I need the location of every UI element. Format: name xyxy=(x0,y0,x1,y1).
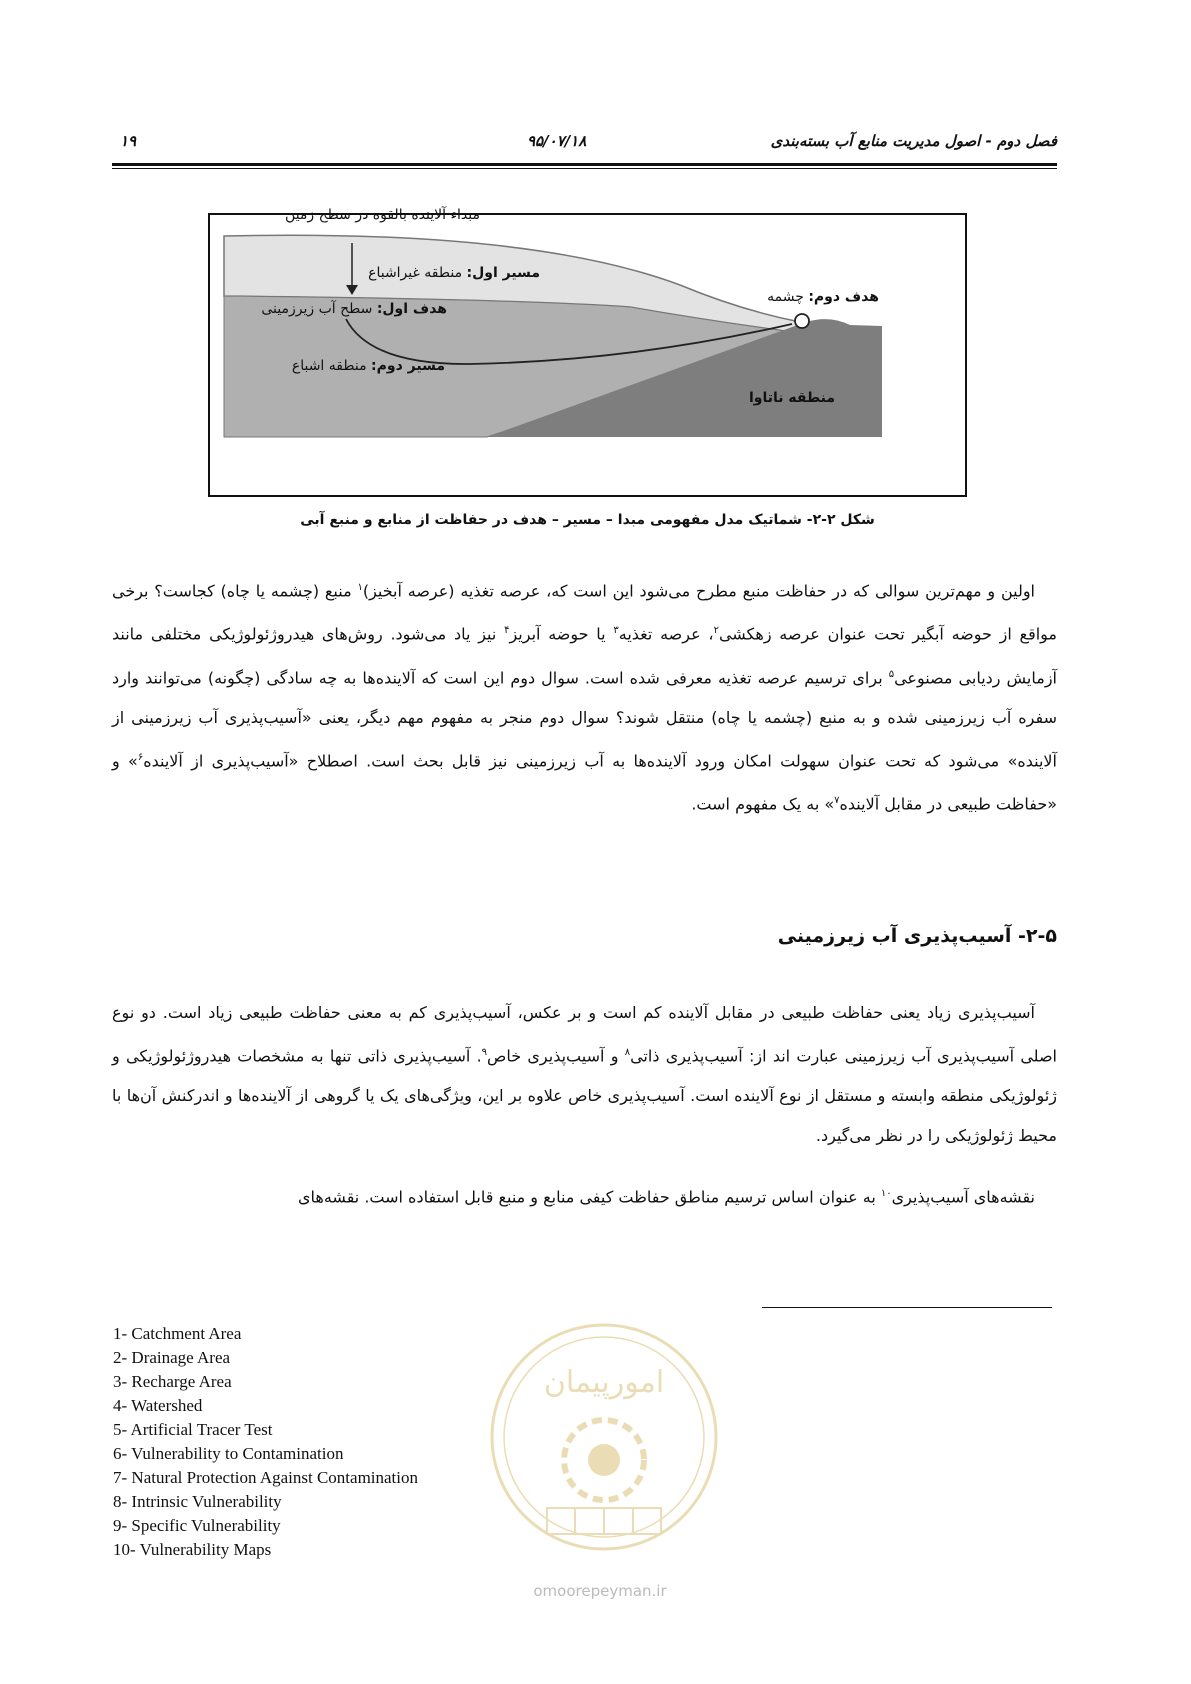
target2-label: هدف دوم: چشمه xyxy=(767,289,879,305)
paragraph-1: اولین و مهم‌ترین سوالی که در حفاظت منبع مطرح می‌شود این است که، عرصه تغذیه (عرصه آبخیز)$^۱$ منبع (چشمه یا چاه) کجاست؟ برخی مواقع از حوضه آبگیر تحت عنوان عرصه زهکشی$^۲$، عرصه تغذیه$^۳$ یا حوضه آبریز$^۴$ نیز یاد می‌شود. روش‌های هیدروژئولوژیکی مختلفی مانند آزمایش ردیابی مصنوعی$^۵$ برای ترسیم عرصه تغذیه معرفی شده است. سوال دوم این است که آلاینده‌ها به چه سادگی (چگونه) می‌توانند وارد سفره آب زیرزمینی شده و به منبع (چشمه یا چاه) منتقل شوند؟ سوال دوم منجر به مفهوم مهم دیگر، یعنی «آسیب‌پذیری آب زیرزمینی از آلاینده» می‌شود که تحت عنوان سهولت امکان ورود آلاینده‌ها به آب زیرزمینی نیز قابل بحث است. اصطلاح «آسیب‌پذیری از آلاینده$^۶$» و «حفاظت طبیعی در مقابل آلاینده$^۷$» به یک مفهوم است. xyxy=(112,581,1058,814)
footnote-item: 1- Catchment Area xyxy=(113,1324,242,1343)
header-date: ۹۵/۰۷/۱۸ xyxy=(527,132,587,150)
footnote-item: 7- Natural Protection Against Contamination xyxy=(113,1468,419,1487)
footnote-item: 4- Watershed xyxy=(113,1396,203,1415)
page-header xyxy=(112,132,1057,158)
header-rule-thin xyxy=(112,168,1057,169)
target1-label: هدف اول: سطح آب زیرزمینی xyxy=(261,301,447,317)
footnote-item: 10- Vulnerability Maps xyxy=(113,1540,272,1559)
footnote-item: 8- Intrinsic Vulnerability xyxy=(113,1492,282,1511)
section-heading: ۲-۵- آسیب‌پذیری آب زیرزمینی xyxy=(777,925,1057,947)
path1-label: مسیر اول: منطقه غیراشباع xyxy=(368,265,540,281)
chapter-title: فصل دوم - اصول مدیریت منابع آب بسته‌بندی xyxy=(770,132,1057,150)
watermark-site: omoorepeyman.ir xyxy=(533,1582,667,1600)
seal-gear-hub xyxy=(588,1444,620,1476)
watermark-seal-icon xyxy=(487,1320,722,1555)
spring-circle xyxy=(795,314,809,328)
diagram-drawing xyxy=(210,215,965,495)
page-number: ۱۹ xyxy=(120,132,137,150)
source-label: مبداء آلاینده بالقوه در سطح زمین xyxy=(285,207,480,223)
seal-logo-text: امورپیمان xyxy=(543,1365,665,1400)
footnote-item: 6- Vulnerability to Contamination xyxy=(113,1444,344,1463)
figure-caption: شکل ۲-۲- شماتیک مدل مفهومی مبدا – مسیر – هدف در حفاظت از منابع و منبع آبی xyxy=(300,512,875,528)
footnote-item: 2- Drainage Area xyxy=(113,1348,231,1367)
footnote-separator xyxy=(762,1307,1052,1308)
seal-drawing xyxy=(487,1320,722,1555)
footnote-item: 5- Artificial Tracer Test xyxy=(113,1420,273,1439)
header-rule-thick xyxy=(112,163,1057,166)
paragraph-2: آسیب‌پذیری زیاد یعنی حفاظت طبیعی در مقابل آلاینده کم است و بر عکس، آسیب‌پذیری کم به معنی حفاظت طبیعی زیاد است. دو نوع اصلی آسیب‌پذیری آب زیرزمینی عبارت اند از: آسیب‌پذیری ذاتی$^۸$ و آسیب‌پذیری خاص$^۹$. آسیب‌پذیری ذاتی تنها به مشخصات هیدروژئولوژیکی و ژئولوژیکی منطقه وابسته و مستقل از نوع آلاینده است. آسیب‌پذیری خاص علاوه بر این، ویژگی‌های یک یا گروهی از آلاینده‌ها و اندرکنش آن‌ها با محیط ژئولوژیکی را در نظر می‌گیرد. xyxy=(112,1003,1057,1146)
paragraph-3: نقشه‌های آسیب‌پذیری$^{۱۰}$ به عنوان اساس ترسیم مناطق حفاظت کیفی منابع و منبع قابل استفاده است. نقشه‌های xyxy=(298,1187,1035,1207)
footnote-item: 9- Specific Vulnerability xyxy=(113,1516,281,1535)
footnote-item: 3- Recharge Area xyxy=(113,1372,232,1391)
aquitard-label: منطقه ناتاوا xyxy=(749,390,835,406)
source-pathway-target-diagram xyxy=(208,207,967,497)
footnote-list xyxy=(113,1322,418,1562)
path2-label: مسیر دوم: منطقه اشباع xyxy=(291,358,445,374)
